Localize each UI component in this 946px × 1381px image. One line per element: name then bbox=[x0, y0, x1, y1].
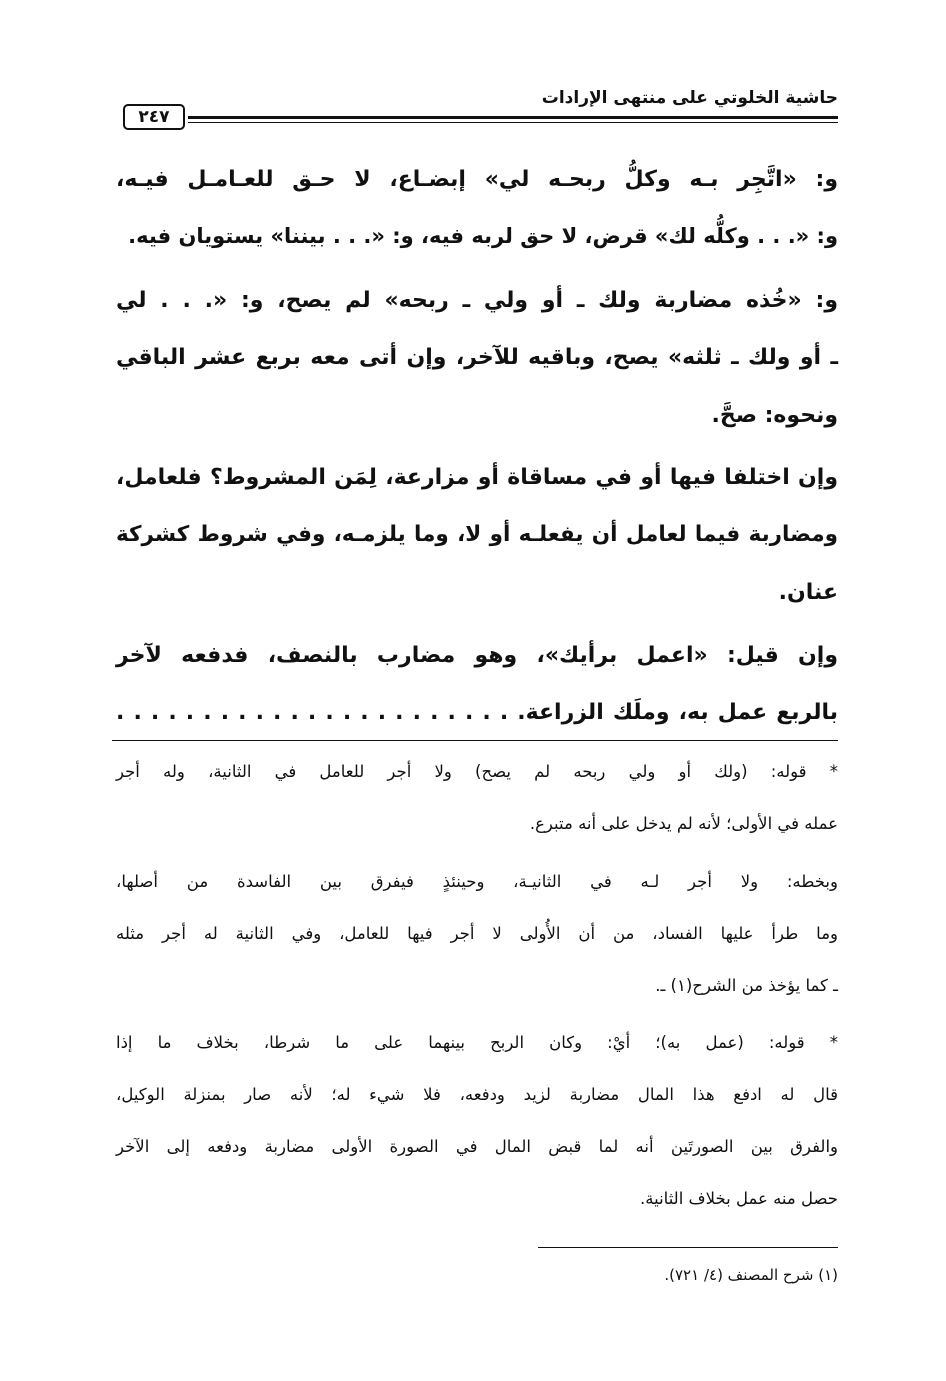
commentary-line: وما طرأ عليها الفساد، من أن الأُولى لا أجر فيها للعامل، وفي الثانية له أجر مثله bbox=[116, 924, 838, 943]
main-text-line: عنان. bbox=[778, 580, 838, 605]
header-rule bbox=[188, 116, 838, 123]
main-text-line: ـ أو ولك ـ ثلثه» يصح، وباقيه للآخر، وإن أتى معه بربع عشر الباقي bbox=[116, 345, 838, 370]
commentary-line: عمله في الأولى؛ لأنه لم يدخل على أنه متبرع. bbox=[529, 814, 838, 833]
footnote: (١) شرح المصنف (٤/ ٧٢١). bbox=[664, 1266, 838, 1284]
main-text-line: ومضاربة فيما لعامل أن يفعلـه أو لا، وما يلزمـه، وفي شروط كشركة bbox=[116, 522, 838, 547]
commentary-line: * قوله: (ولك أو ولي ربحه لم يصح) ولا أجر للعامل في الثانية، وله أجر bbox=[116, 762, 838, 781]
main-text-line: و: «اتَّجِر بـه وكلُّ ربحـه لي» إبضـاع، لا حـق للعـامـل فيـه، bbox=[116, 167, 838, 192]
main-text-line: و: «. . . وكلُّه لك» قرض، لا حق لربه فيه، و: «. . . بيننا» يستويان فيه. bbox=[128, 224, 838, 248]
main-text-line: وإن قيل: «اعمل برأيك»، وهو مضارب بالنصف، فدفعه لآخر bbox=[116, 643, 838, 668]
commentary-line: * قوله: (عمل به)؛ أيْ: وكان الربح بينهما على ما شرطا، بخلاف ما إذا bbox=[116, 1033, 838, 1052]
page-number: ٢٤٧ bbox=[123, 104, 185, 130]
main-text-line: ونحوه: صحَّ. bbox=[711, 403, 838, 428]
commentary-line: قال له ادفع هذا المال مضاربة لزيد ودفعه، فلا شيء له؛ لأنه صار بمنزلة الوكيل، bbox=[116, 1085, 838, 1104]
running-header-title: حاشية الخلوتي على منتهى الإرادات bbox=[541, 88, 838, 108]
main-text-line: بالربع عمل به، وملَك الزراعة. . . . . . . . . . . . . . . . . . . . . . . . bbox=[116, 700, 838, 725]
main-text-line: و: «خُذه مضاربة ولك ـ أو ولي ـ ربحه» لم يصح، و: «. . . لي bbox=[116, 288, 838, 313]
main-text-line: وإن اختلفا فيها أو في مساقاة أو مزارعة، لِمَن المشروط؟ فلعامل، bbox=[116, 465, 838, 490]
commentary-line: حصل منه عمل بخلاف الثانية. bbox=[640, 1189, 838, 1208]
commentary-line: والفرق بين الصورتَين أنه لما قبض المال في الصورة الأولى مضاربة ودفعه إلى الآخر bbox=[116, 1137, 838, 1156]
footnote-separator bbox=[538, 1247, 838, 1248]
commentary-line: وبخطه: ولا أجر لـه في الثانيـة، وحينئذٍ فيفرق بين الفاسدة من أصلها، bbox=[116, 872, 838, 891]
commentary-line: ـ كما يؤخذ من الشرح(١) ـ. bbox=[655, 976, 838, 995]
main-text-separator bbox=[112, 740, 838, 741]
